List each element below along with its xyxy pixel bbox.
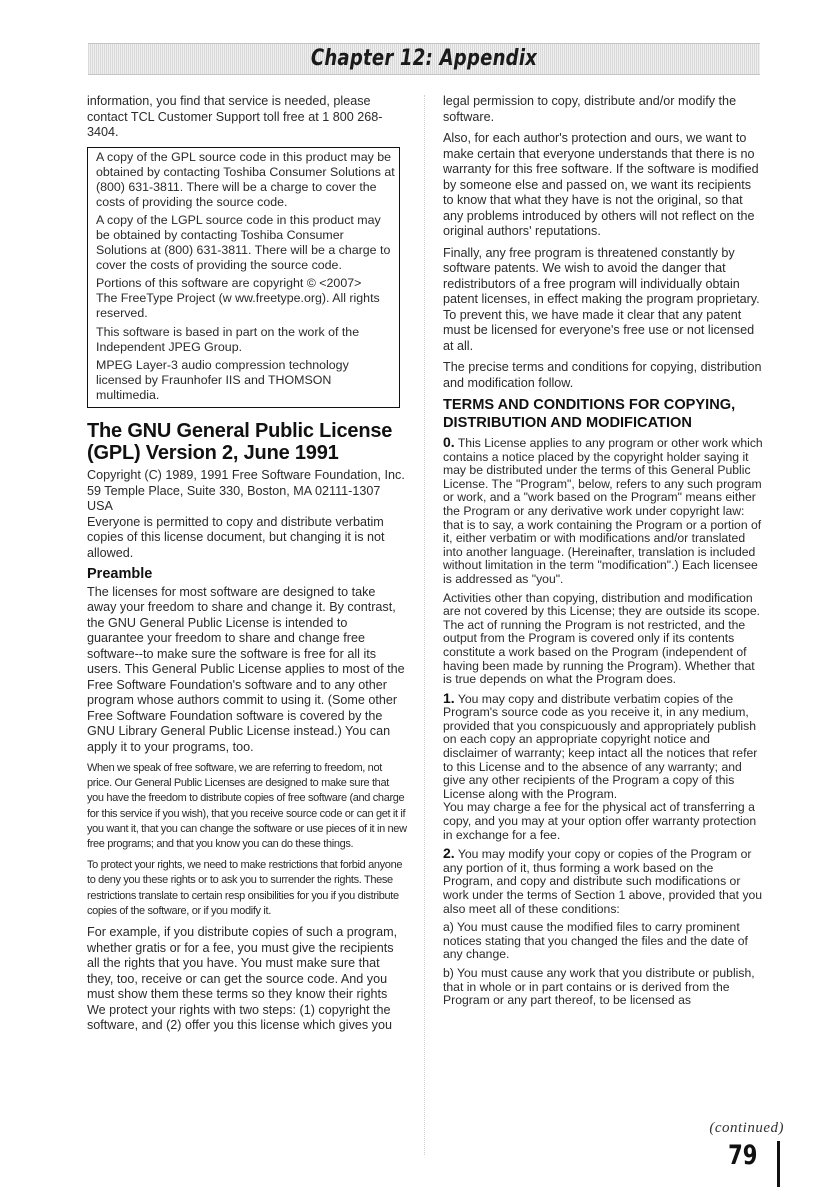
permission-line: Everyone is permitted to copy and distribute verbatim copies of this license document, but changing it is not allowed. <box>87 514 385 560</box>
section-0-activities: Activities other than copying, distribution and modification are not covered by this License; they are outside its scope. The act of running the Program is not restricted, and the output from the Program is covered only if its contents constitute a work based on the Program (independent of having been made by running the Program). Whether that is true depends on what the Program does. <box>443 590 761 687</box>
section-2-a: a) You must cause the modified files to carry prominent notices stating that you changed the files and the date of any change. <box>443 920 748 962</box>
left-column <box>87 94 407 1040</box>
notice-box <box>87 147 400 409</box>
section-text: This License applies to any program or other work which contains a notice placed by the copyright holder saying it may be distributed under the terms of this General Public License. The "Program", below, refers to any such program or work, and a "work based on the Program" means either the Program or any derivative work under copyright law: that is to say, a work containing the Program or a portion of it, either verbatim or with modifications and/or translated into another language. (Hereinafter, translation is included without limitation in the term "modification".) Each licensee is addressed as "you". <box>443 436 763 586</box>
preamble-heading: Preamble <box>87 566 153 582</box>
page-number-bar <box>777 1141 780 1187</box>
page-number: 79 <box>728 1140 758 1171</box>
right-column <box>443 94 763 1013</box>
preamble-paragraph: For example, if you distribute copies of such a program, whether gratis or for a fee, you must give the recipients all the rights that you have. You must make sure that they, too, receive or can get the source code. And you must show them these terms so they know their rights We protect your rights with two steps: (1) copyright the software, and (2) offer you this license which gives you <box>87 925 398 1033</box>
notice-lgpl-source: A copy of the LGPL source code in this product may be obtained by contacting Toshiba Consumer Solutions at (800) 631-3811. There will be a charge to cover the costs of providing the source code. <box>96 212 391 273</box>
preamble-paragraph: When we speak of free software, we are referring to freedom, not price. Our General Public Licenses are designed to make sure that you have the freedom to distribute copies of free software (and charge for this service if you wish), that you receive source code or can get it if you want it, that you can change the software or use pieces of it in new free programs; and that you know you can do these things. <box>87 762 407 851</box>
address-line: 59 Temple Place, Suite 330, Boston, MA 02111-1307 USA <box>87 483 381 513</box>
gpl-heading: The GNU General Public License (GPL) Version 2, June 1991 <box>87 420 393 464</box>
continued-label: (continued) <box>709 1120 784 1136</box>
section-1 <box>443 689 763 802</box>
preamble-paragraph: The licenses for most software are designed to take away your freedom to share and change it. By contrast, the GNU General Public License is intended to guarantee your freedom to share and change free software--to make sure the software is free for all its users. This General Public License applies to most of the Free Software Foundation's software and to any other program whose authors commit to using it. (Some other Free Software Foundation software is covered by the GNU Library General Public License instead.) You can apply it to your programs, too. <box>87 584 405 754</box>
preamble-paragraph: The precise terms and conditions for copying, distribution and modification follow. <box>443 360 762 390</box>
section-0 <box>443 436 763 587</box>
section-text: You may modify your copy or copies of the Program or any portion of it, thus forming a work based on the Program, and copy and distribute such modifications or work under the terms of Section 1 above, provided that you also meet all of these conditions: <box>443 847 763 916</box>
preamble-paragraph: legal permission to copy, distribute and/or modify the software. <box>443 94 737 124</box>
terms-sections <box>443 436 763 1008</box>
section-number: 1. <box>443 689 455 706</box>
chapter-header <box>88 43 760 75</box>
copyright-line: Copyright (C) 1989, 1991 Free Software Foundation, Inc. <box>87 468 405 482</box>
section-1-fee: You may charge a fee for the physical act of transferring a copy, and you may at your option offer warranty protection in exchange for a fee. <box>443 800 757 842</box>
preamble-paragraph: Finally, any free program is threatened constantly by software patents. We wish to avoid the danger that redistributors of a free program will individually obtain patent licenses, in effect making the program proprietary. To prevent this, we have made it clear that any patent must be licensed for everyone's free use or not licensed at all. <box>443 245 760 353</box>
notice-mpeg: MPEG Layer-3 audio compression technology licensed by Fraunhofer IIS and THOMSON multimedia. <box>96 357 349 402</box>
section-2-b: b) You must cause any work that you distribute or publish, that in whole or in part contains or is derived from the Program or any part thereof, to be licensed as <box>443 965 755 1008</box>
section-text: You may copy and distribute verbatim copies of the Program's source code as you receive it, in any medium, provided that you conspicuously and appropriately publish on each copy an appropriate copyright notice and disclaimer of warranty; keep intact all the notices that refer to this License and to the absence of any warranty; and give any other recipients of the Program a copy of this License along with the Program. <box>443 691 758 801</box>
notice-freetype: The FreeType Project (w ww.freetype.org). All rights reserved. <box>96 291 380 321</box>
column-divider <box>424 95 425 1155</box>
notice-jpeg: This software is based in part on the work of the Independent JPEG Group. <box>96 324 360 354</box>
intro-text: information, you find that service is needed, please contact TCL Customer Support toll free at 1 800 268-3404. <box>87 94 383 139</box>
copyright-block <box>87 468 407 561</box>
section-2 <box>443 847 763 916</box>
chapter-title: Chapter 12: Appendix <box>310 46 538 71</box>
notice-gpl-source: A copy of the GPL source code in this product may be obtained by contacting Toshiba Consumer Solutions at (800) 631-3811. There will be a charge to cover the costs of providing the source code. <box>96 149 395 209</box>
preamble-paragraph: Also, for each author's protection and ours, we want to make certain that everyone understands that there is no warranty for this free software. If the software is modified by someone else and passed on, we want its recipients to know that what they have is not the original, so that any problems introduced by others will not reflect on the original authors' reputations. <box>443 131 759 238</box>
section-number: 0. <box>443 434 455 450</box>
terms-heading: TERMS AND CONDITIONS FOR COPYING, DISTRIBUTION AND MODIFICATION <box>443 397 736 431</box>
section-number: 2. <box>443 845 455 862</box>
preamble-paragraph: To protect your rights, we need to make restrictions that forbid anyone to deny you these rights or to ask you to surrender the rights. These restrictions translate to certain resp onsibilities for you if you distribute copies of the software, or if you modify it. <box>87 859 403 917</box>
notice-copyright: Portions of this software are copyright © <2007> <box>96 276 362 291</box>
